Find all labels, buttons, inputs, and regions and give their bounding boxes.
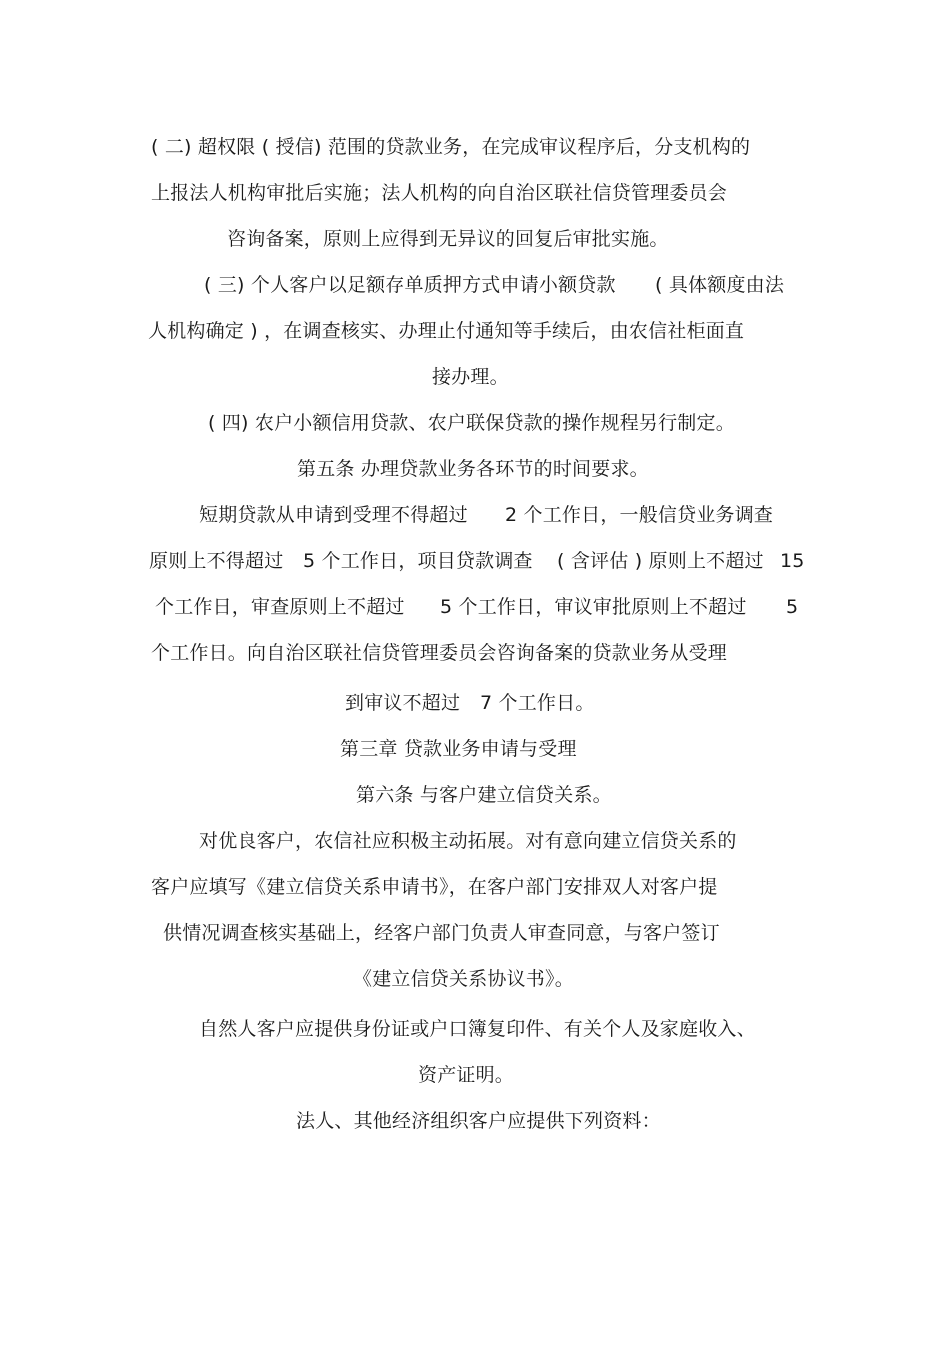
text-segment: 短期贷款从申请到受理不得超过 (199, 504, 468, 526)
text-segment: 法人、其他经济组织客户应提供下列资料： (296, 1110, 661, 1132)
text-segment: 咨询备案，原则上应得到无异议的回复后审批实施。 (227, 228, 669, 250)
text-line (0, 872, 950, 902)
text-segment: 人机构确定 ) ，在调查核实、办理止付通知等手续后，由农信社柜面直 (148, 320, 745, 342)
text-segment: ( 四) 农户小额信用贷款、农户联保贷款的操作规程另行制定。 (208, 412, 735, 434)
text-segment: 第五条 办理贷款业务各环节的时间要求。 (297, 458, 649, 480)
text-segment: 个工作日，审查原则上不超过 (155, 596, 405, 618)
text-line (0, 1060, 950, 1090)
text-segment: 5 (786, 596, 799, 618)
text-line (0, 178, 950, 208)
text-line (0, 132, 950, 162)
text-line (0, 1106, 950, 1136)
text-segment: ( 具体额度由法 (655, 274, 785, 296)
text-line (0, 826, 950, 856)
text-segment: 供情况调查核实基础上，经客户部门负责人审查同意，与客户签订 (163, 922, 720, 944)
text-line (0, 1014, 950, 1044)
text-segment: 个工作日。向自治区联社信贷管理委员会咨询备案的贷款业务从受理 (151, 642, 728, 664)
text-line (0, 316, 950, 346)
text-segment: 上报法人机构审批后实施；法人机构的向自治区联社信贷管理委员会 (151, 182, 728, 204)
text-segment: 2 个工作日，一般信贷业务调查 (505, 504, 774, 526)
section-heading (0, 780, 950, 810)
text-segment: ( 三) 个人客户以足额存单质押方式申请小额贷款 (204, 274, 616, 296)
text-segment: 客户应填写《建立信贷关系申请书》，在客户部门安排双人对客户提 (151, 876, 718, 898)
text-segment: 原则上不得超过 (149, 550, 284, 572)
text-line (0, 270, 950, 300)
text-segment: 对优良客户，农信社应积极主动拓展。对有意向建立信贷关系的 (199, 830, 737, 852)
text-segment: 资产证明。 (418, 1064, 515, 1086)
text-segment: ( 含评估 ) 原则上不超过 (557, 550, 764, 572)
text-segment: 15 (780, 550, 805, 572)
text-segment: 接办理。 (432, 366, 509, 388)
section-heading (0, 454, 950, 484)
text-line (0, 362, 950, 392)
text-segment: 到审议不超过 (345, 692, 461, 714)
text-segment: 《建立信贷关系协议书》。 (353, 968, 574, 990)
text-line (0, 224, 950, 254)
text-segment: 5 个工作日，审议审批原则上不超过 (440, 596, 747, 618)
text-line (0, 964, 950, 994)
text-segment: 5 个工作日，项目贷款调查 (303, 550, 533, 572)
text-segment: ( 二) 超权限 ( 授信) 范围的贷款业务，在完成审议程序后，分支机构的 (151, 136, 751, 158)
text-line (0, 688, 950, 718)
text-line (0, 546, 950, 576)
text-line (0, 918, 950, 948)
text-line (0, 500, 950, 530)
text-segment: 自然人客户应提供身份证或户口簿复印件、有关个人及家庭收入、 (199, 1018, 756, 1040)
text-segment: 第三章 贷款业务申请与受理 (340, 738, 577, 760)
text-line (0, 592, 950, 622)
text-line (0, 408, 950, 438)
text-segment: 第六条 与客户建立信贷关系。 (356, 784, 612, 806)
text-line (0, 638, 950, 668)
text-segment: 7 个工作日。 (480, 692, 595, 714)
chapter-heading (0, 734, 950, 764)
